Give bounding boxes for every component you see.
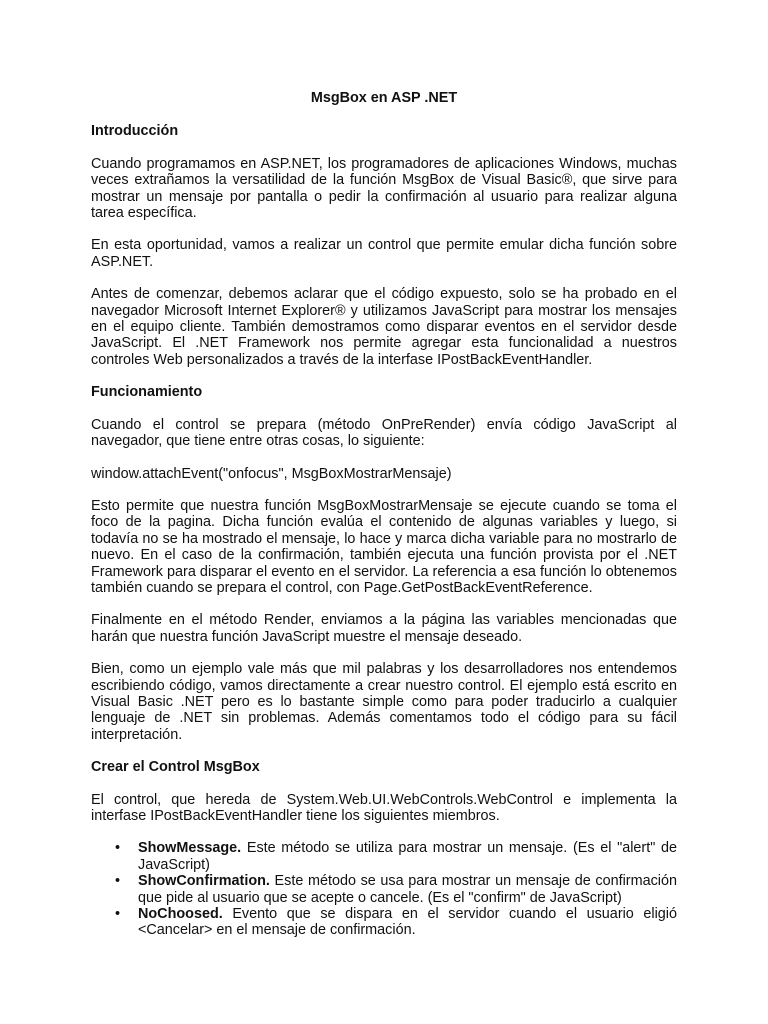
list-item bbox=[91, 873, 677, 906]
funcionamiento-paragraph-4: Bien, como un ejemplo vale más que mil palabras y los desarrolladores nos entendemos escribiendo código, vamos directamente a crear nuestro control. El ejemplo está escrito en Visual Basic .NET pero es lo bastante simple como para poder traducirlo a cualquier lenguaje de .NET sin problemas. Además comentamos todo el código para su fácil interpretación. bbox=[91, 661, 677, 743]
heading-crear-control: Crear el Control MsgBox bbox=[91, 759, 260, 776]
document-title: MsgBox en ASP .NET bbox=[310, 90, 458, 106]
list-item bbox=[91, 906, 677, 939]
list-item bbox=[91, 840, 677, 873]
member-term: ShowMessage. bbox=[138, 840, 242, 857]
bullet-icon: • bbox=[115, 840, 121, 857]
funcionamiento-paragraph-3: Finalmente en el método Render, enviamos a la página las variables mencionadas que harán que nuestra función JavaScript muestre el mensaje deseado. bbox=[91, 612, 677, 645]
member-description: Evento que se dispara en el servidor cuando el usuario eligió <Cancelar> en el mensaje de confirmación. bbox=[138, 906, 677, 939]
crear-paragraph-1: El control, que hereda de System.Web.UI.WebControls.WebControl e implementa la interfase IPostBackEventHandler tiene los siguientes miembros. bbox=[91, 791, 677, 824]
intro-paragraph-1: Cuando programamos en ASP.NET, los programadores de aplicaciones Windows, muchas veces extrañamos la versatilidad de la función MsgBox de Visual Basic®, que sirve para mostrar un mensaje por pantalla o pedir la confirmación al usuario para realizar alguna tarea específica. bbox=[91, 155, 677, 222]
intro-paragraph-3: Antes de comenzar, debemos aclarar que el código expuesto, solo se ha probado en el navegador Microsoft Internet Explorer® y utilizamos JavaScript para mostrar los mensajes en el equipo cliente. También demostramos como disparar eventos en el servidor desde JavaScript. El .NET Framework nos permite agregar esta funcionalidad a nuestros controles Web personalizados a través de la interfase IPostBackEventHandler. bbox=[91, 286, 677, 368]
member-description: Este método se usa para mostrar un mensaje de confirmación que pide al usuario que se acepte o cancele. (Es el "confirm" de JavaScript) bbox=[138, 873, 677, 906]
members-list bbox=[91, 840, 677, 938]
code-snippet: window.attachEvent("onfocus", MsgBoxMostrarMensaje) bbox=[91, 465, 452, 482]
member-term: ShowConfirmation. bbox=[138, 873, 270, 890]
member-term: NoChoosed. bbox=[138, 906, 223, 923]
funcionamiento-paragraph-1: Cuando el control se prepara (método OnPreRender) envía código JavaScript al navegador, que tiene entre otras cosas, lo siguiente: bbox=[91, 416, 677, 450]
heading-introduccion: Introducción bbox=[91, 123, 179, 140]
bullet-icon: • bbox=[115, 873, 121, 890]
heading-funcionamiento: Funcionamiento bbox=[91, 384, 203, 401]
document-page bbox=[91, 90, 677, 939]
bullet-icon: • bbox=[115, 906, 121, 923]
funcionamiento-paragraph-2: Esto permite que nuestra función MsgBoxMostrarMensaje se ejecute cuando se toma el foco de la pagina. Dicha función evalúa el contenido de algunas variables y luego, si todavía no se ha mostrado el mensaje, lo hace y marca dicha variable para no mostrarlo de nuevo. En el caso de la confirmación, también ejecuta una función provista por el .NET Framework para disparar el evento en el servidor. La referencia a esa función lo obtenemos también cuando se prepara el control, con Page.GetPostBackEventReference. bbox=[91, 497, 677, 596]
member-description: Este método se utiliza para mostrar un mensaje. (Es el "alert" de JavaScript) bbox=[138, 840, 677, 873]
intro-paragraph-2: En esta oportunidad, vamos a realizar un control que permite emular dicha función sobre ASP.NET. bbox=[91, 237, 677, 270]
